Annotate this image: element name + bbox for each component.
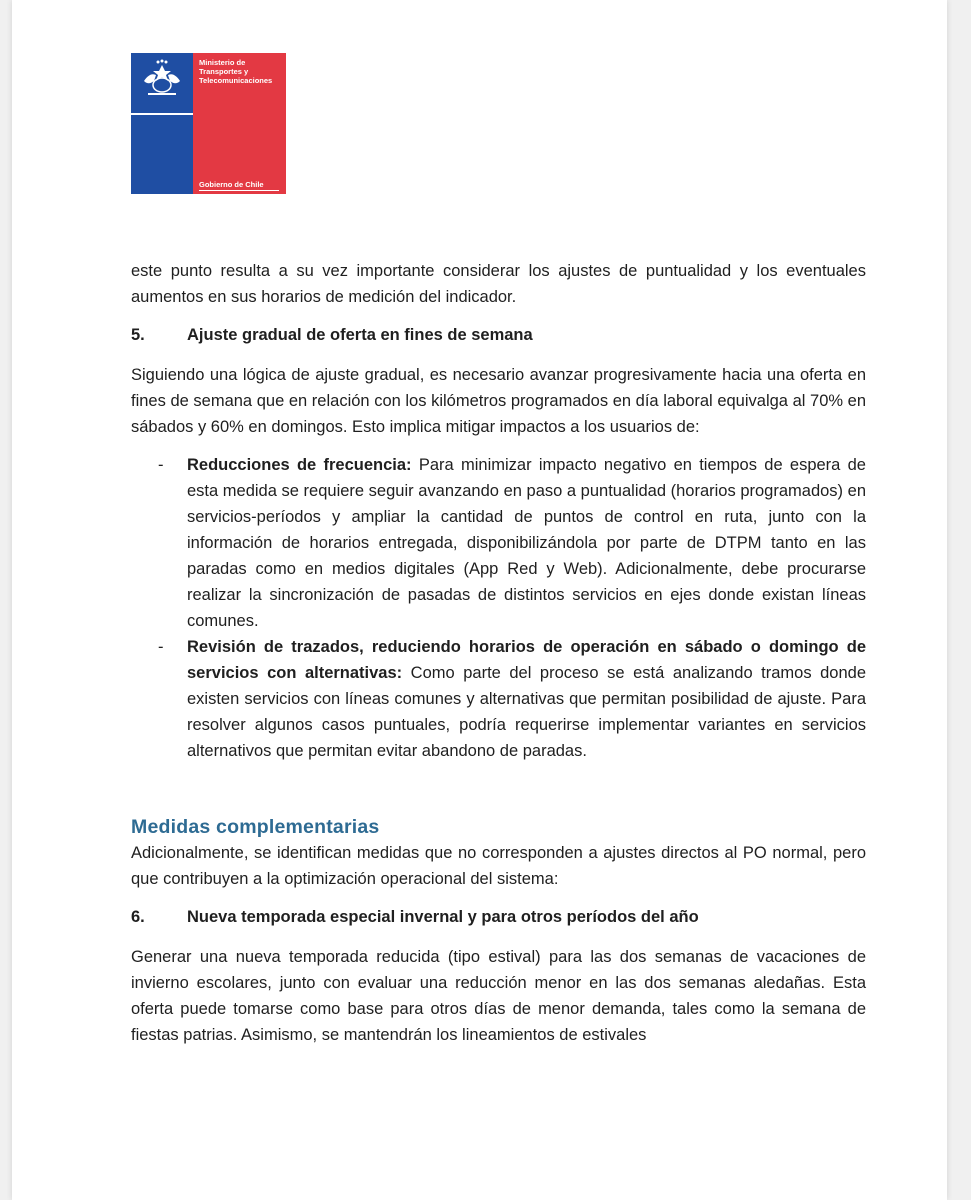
bullet-body: Como parte del proceso se está analizando tramos donde existen servicios con líneas comunes y alternativas que permitan posibilidad de ajuste. Para resolver algunos casos puntuales, podría requerirse implementar variantes en servicios alternativos que permitan evitar abandono de paradas. [187, 664, 866, 760]
logo-government-label: Gobierno de Chile [199, 180, 264, 189]
bullet-lead: Reducciones de frecuencia: [187, 456, 412, 474]
logo-ministry-line: Transportes y [199, 67, 249, 76]
ministry-logo [131, 53, 286, 194]
section-number: 6. [131, 908, 145, 926]
section-title: Nueva temporada especial invernal y para otros períodos del año [187, 908, 699, 926]
document-page [12, 0, 947, 1200]
logo-blue-panel [131, 53, 193, 194]
logo-underline [199, 190, 279, 191]
bullet-dash: - [158, 638, 164, 656]
section-6-heading [131, 904, 866, 930]
document-body [131, 258, 866, 1048]
complementary-paragraph: Adicionalmente, se identifican medidas que no corresponden a ajustes directos al PO normal, pero que contribuyen a la optimización operacional del sistema: [131, 844, 866, 888]
bullet-text [187, 452, 866, 634]
section-5-paragraph: Siguiendo una lógica de ajuste gradual, es necesario avanzar progresivamente hacia una oferta en fines de semana que en relación con los kilómetros programados en día laboral equivalga al 70% en sábados y 60% en domingos. Esto implica mitigar impactos a los usuarios de: [131, 366, 866, 436]
logo-divider [131, 113, 193, 115]
section-title: Ajuste gradual de oferta en fines de semana [187, 326, 533, 344]
section-number: 5. [131, 326, 145, 344]
logo-ministry-name [199, 58, 285, 85]
bullet-dash: - [158, 456, 164, 474]
list-item [131, 452, 866, 634]
bullet-body: Para minimizar impacto negativo en tiempos de espera de esta medida se requiere seguir avanzando en paso a puntualidad (horarios programados) en servicios-períodos y ampliar la cantidad de puntos de control en ruta, junto con la información de horarios entregada, disponibilizándola por parte de DTPM tanto en las paradas como en medios digitales (App Red y Web). Adicionalmente, debe procurarse realizar la sincronización de pasadas de distintos servicios en ejes donde existan líneas comunes. [187, 456, 866, 630]
intro-paragraph: este punto resulta a su vez importante considerar los ajustes de puntualidad y los eventuales aumentos en sus horarios de medición del indicador. [131, 262, 866, 306]
list-item [131, 634, 866, 764]
coat-of-arms-icon [138, 59, 186, 99]
logo-ministry-line: Telecomunicaciones [199, 76, 273, 85]
section-5-heading [131, 322, 866, 348]
complementary-title: Medidas complementarias [131, 816, 380, 838]
bullet-lead: Revisión de trazados, reduciendo horarios de operación en sábado o domingo de servicios con alternativas: [187, 638, 866, 682]
bullet-text [187, 634, 866, 764]
logo-ministry-line: Ministerio de [199, 58, 246, 67]
section-6-paragraph: Generar una nueva temporada reducida (tipo estival) para las dos semanas de vacaciones de invierno escolares, junto con evaluar una reducción menor en las dos semanas aledañas. Esta oferta puede tomarse como base para otros días de menor demanda, tales como la semana de fiestas patrias. Asimismo, se mantendrán los lineamientos de estivales [131, 948, 866, 1044]
